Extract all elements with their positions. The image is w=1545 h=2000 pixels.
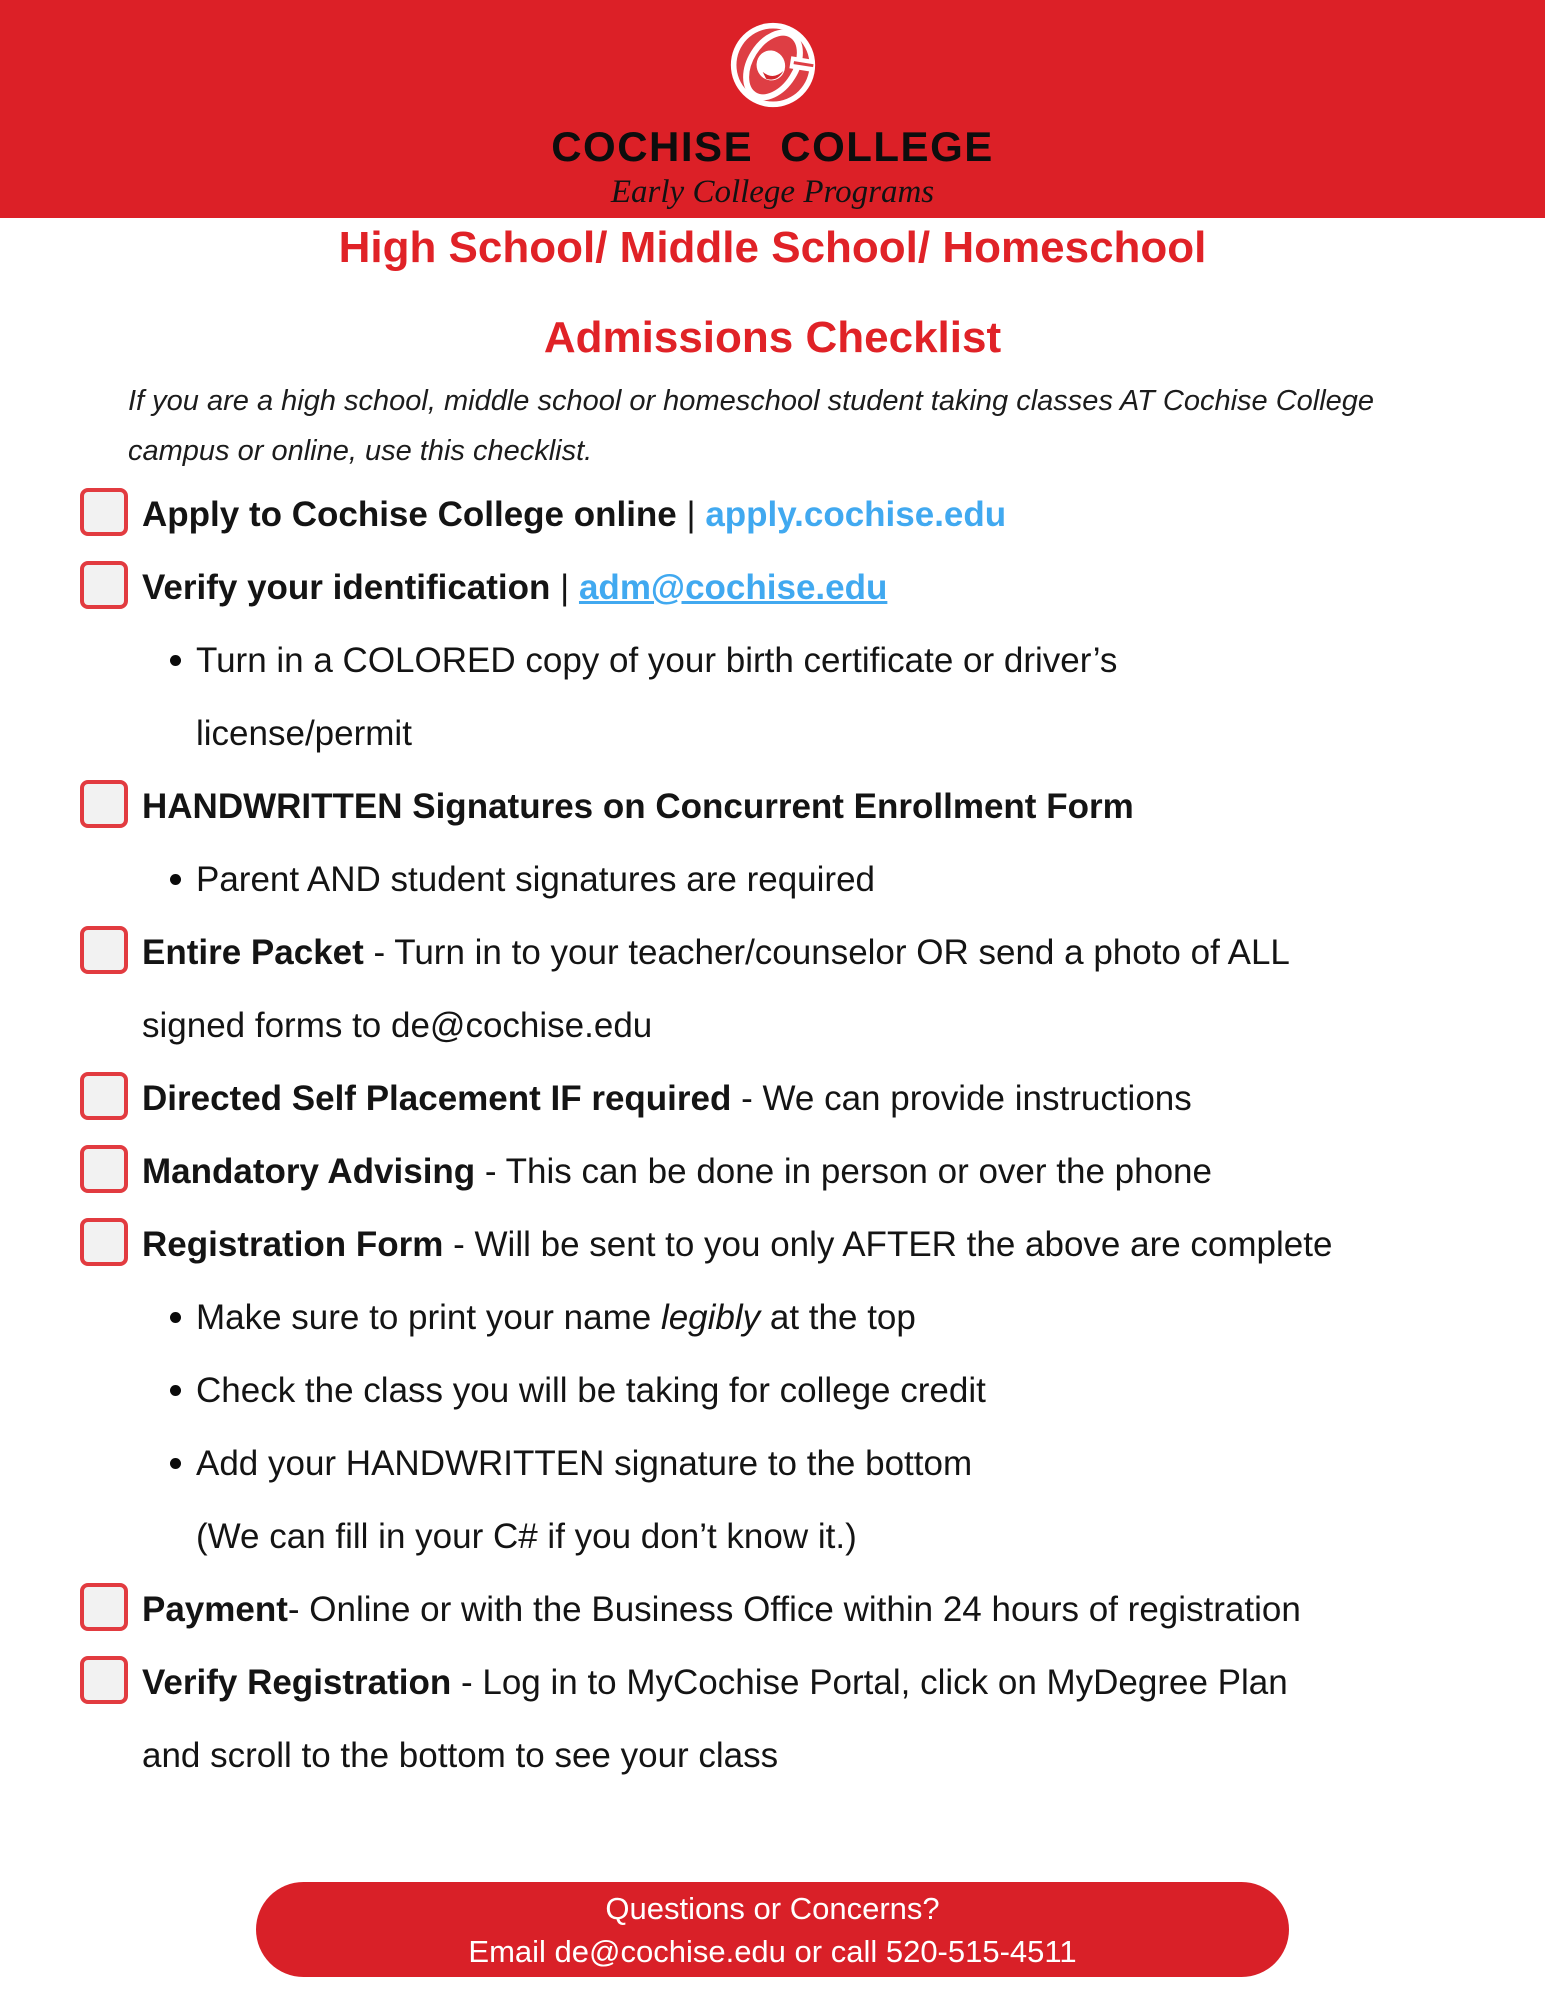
bullet-text: Turn in a COLORED copy of your birth certificate or driver’s — [196, 641, 1118, 680]
checkbox[interactable] — [80, 1583, 128, 1631]
apply-link[interactable]: apply.cochise.edu — [705, 495, 1007, 534]
page-title: High School/ Middle School/ Homeschool — [338, 223, 1207, 272]
item-label: Payment — [142, 1590, 288, 1629]
bullet-item-parent-student-signatures — [170, 843, 1515, 916]
bullet-text: Add your HANDWRITTEN signature to the bottom — [196, 1444, 973, 1483]
item-label: Apply to Cochise College online — [142, 495, 677, 534]
cochise-logo-icon — [730, 22, 816, 108]
checklist-item-signatures — [80, 770, 1515, 843]
contact-info: Email de@cochise.edu or call 520-515-4511 — [468, 1933, 1077, 1969]
page-subtitle: Admissions Checklist — [543, 313, 1002, 362]
bullet-icon — [170, 1458, 181, 1469]
bullet-item-handwritten-signature — [170, 1427, 1515, 1573]
bullet-icon — [170, 874, 181, 885]
checklist-item-self-placement — [80, 1062, 1515, 1135]
bullet-text: Make sure to print your name — [196, 1298, 661, 1337]
bullet-text-after: at the top — [760, 1298, 916, 1337]
item-text: - Turn in to your teacher/counselor OR send a photo of ALL — [363, 933, 1290, 972]
item-separator: | — [550, 568, 579, 607]
checkbox[interactable] — [80, 780, 128, 828]
bullet-text: Parent AND student signatures are required — [196, 860, 875, 899]
college-name: COCHISE COLLEGE — [551, 123, 994, 170]
bullet-text: Check the class you will be taking for college credit — [196, 1371, 986, 1410]
intro-line-2: campus or online, use this checklist. — [128, 435, 593, 467]
bullet-item-birth-certificate — [170, 624, 1515, 770]
item-text: - Will be sent to you only AFTER the above are complete — [443, 1225, 1333, 1264]
contact-banner — [256, 1882, 1289, 1977]
checklist-item-apply — [80, 478, 1515, 551]
program-name: Early College Programs — [610, 174, 935, 210]
item-label: Registration Form — [142, 1225, 444, 1264]
item-label: Verify your identification — [142, 568, 551, 607]
item-text: - Log in to MyCochise Portal, click on MyDegree Plan — [451, 1663, 1288, 1702]
checklist-item-entire-packet — [80, 916, 1515, 1062]
checkbox[interactable] — [80, 926, 128, 974]
checklist-item-verify-registration — [80, 1646, 1515, 1792]
banner — [0, 0, 1545, 218]
bullet-item-check-class — [170, 1354, 1515, 1427]
item-text-continued: signed forms to de@cochise.edu — [142, 1006, 653, 1045]
item-text: - This can be done in person or over the phone — [475, 1152, 1212, 1191]
contact-question: Questions or Concerns? — [605, 1890, 940, 1926]
bullet-icon — [170, 655, 181, 666]
item-label: Mandatory Advising — [142, 1152, 476, 1191]
item-label: HANDWRITTEN Signatures on Concurrent Enrollment Form — [142, 787, 1134, 826]
checkbox[interactable] — [80, 1656, 128, 1704]
bullet-item-print-name — [170, 1281, 1515, 1354]
bullet-text-continued: (We can fill in your C# if you don’t know it.) — [196, 1517, 857, 1556]
checkbox[interactable] — [80, 488, 128, 536]
item-text: - We can provide instructions — [731, 1079, 1192, 1118]
checkbox[interactable] — [80, 1145, 128, 1193]
item-label: Directed Self Placement IF required — [142, 1079, 732, 1118]
item-label: Entire Packet — [142, 933, 364, 972]
item-label: Verify Registration — [142, 1663, 452, 1702]
checkbox[interactable] — [80, 561, 128, 609]
checkbox[interactable] — [80, 1218, 128, 1266]
bullet-icon — [170, 1385, 181, 1396]
checklist-item-verify-id — [80, 551, 1515, 624]
item-separator: | — [676, 495, 706, 534]
checklist-item-registration-form — [80, 1208, 1515, 1281]
bullet-text-italic: legibly — [660, 1298, 761, 1337]
bullet-text-continued: license/permit — [196, 714, 412, 753]
checkbox[interactable] — [80, 1072, 128, 1120]
admissions-checklist — [0, 478, 1545, 1792]
checklist-item-payment — [80, 1573, 1515, 1646]
adm-email-link[interactable]: adm@cochise.edu — [578, 568, 888, 607]
intro-text — [128, 376, 1418, 476]
item-text: - Online or with the Business Office within 24 hours of registration — [287, 1590, 1301, 1629]
bullet-icon — [170, 1312, 181, 1323]
intro-line-1: If you are a high school, middle school or homeschool student taking classes AT Cochise College — [128, 385, 1375, 417]
item-text-continued: and scroll to the bottom to see your class — [142, 1736, 779, 1775]
checklist-item-mandatory-advising — [80, 1135, 1515, 1208]
